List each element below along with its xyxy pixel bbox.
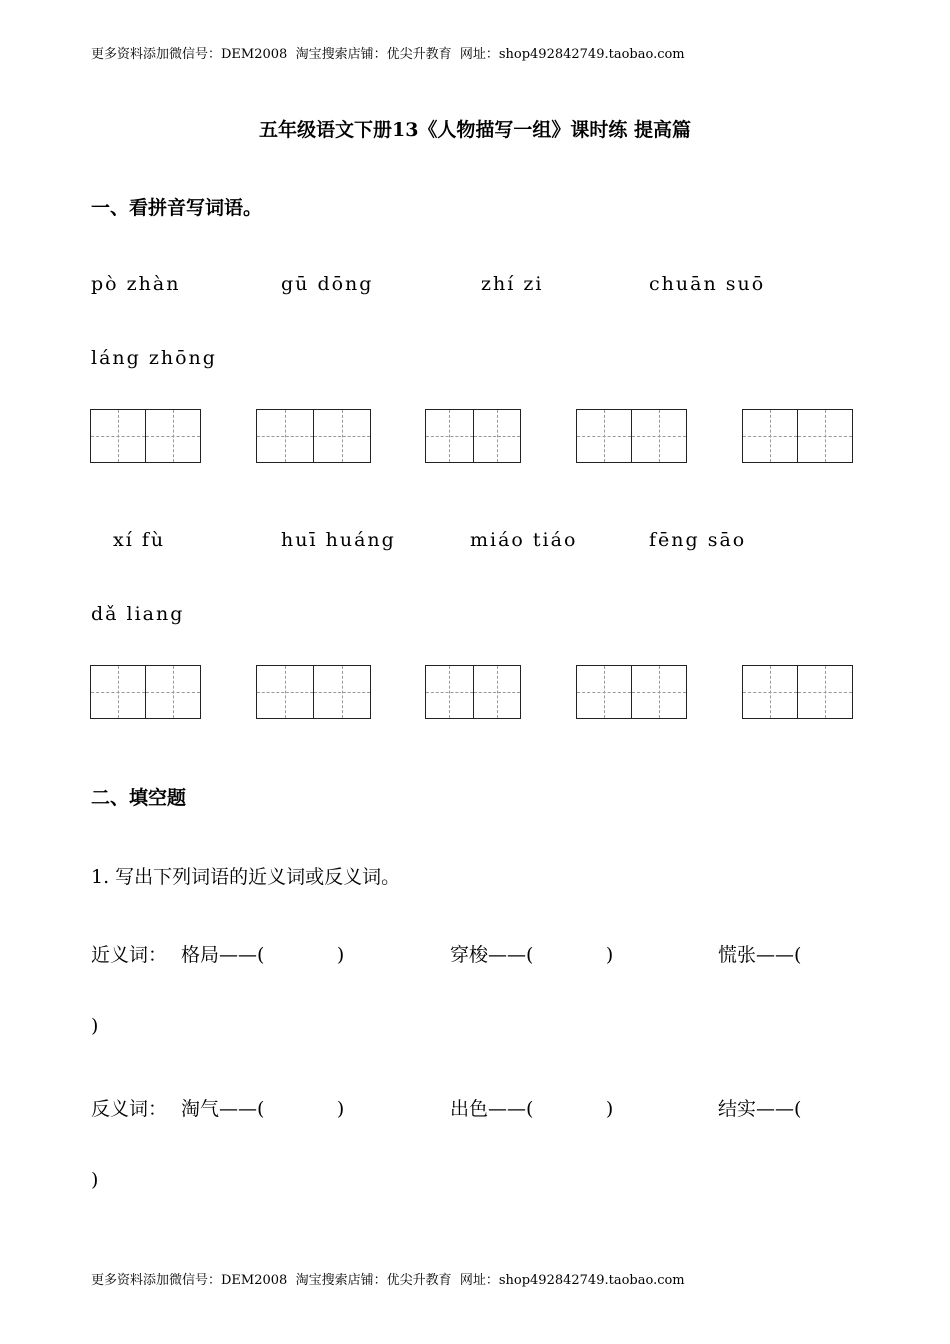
- question-1-prompt: 1. 写出下列词语的近义词或反义词。: [91, 866, 401, 888]
- writing-grid[interactable]: [576, 409, 687, 463]
- grid-cell: [91, 410, 145, 462]
- grid-cell: [91, 666, 145, 718]
- pinyin-item: chuān suō: [649, 273, 766, 295]
- page-title: 五年级语文下册13《人物描写一组》课时练 提高篇: [258, 119, 692, 141]
- pinyin-item: láng zhōng: [91, 347, 217, 369]
- writing-grid[interactable]: [425, 665, 521, 719]
- pinyin-item: dǎ liang: [91, 603, 185, 625]
- grid-cell: [426, 410, 473, 462]
- grid-cell: [631, 666, 686, 718]
- section-1-heading: 一、看拼音写词语。: [91, 197, 263, 219]
- page-header: 更多资料添加微信号：DEM2008 淘宝搜索店铺：优尖升教育 网址：shop492842749.taobao.com: [91, 47, 685, 62]
- synonym-blank[interactable]: 格局——( ): [181, 944, 345, 966]
- writing-grid[interactable]: [742, 409, 853, 463]
- writing-grid[interactable]: [90, 409, 201, 463]
- grid-cell: [797, 410, 852, 462]
- writing-grid[interactable]: [576, 665, 687, 719]
- grid-cell: [313, 666, 370, 718]
- antonym-blank-close: ): [91, 1169, 99, 1191]
- pinyin-item: pò zhàn: [91, 273, 181, 295]
- grid-cell: [145, 410, 200, 462]
- pinyin-item: fēng sāo: [649, 529, 747, 551]
- grid-cell: [145, 666, 200, 718]
- synonyms-label: 近义词：: [91, 944, 168, 966]
- synonym-blank[interactable]: 慌张——(: [718, 944, 802, 966]
- writing-grid[interactable]: [742, 665, 853, 719]
- grid-cell: [577, 410, 631, 462]
- grid-cell: [426, 666, 473, 718]
- grid-cell: [631, 410, 686, 462]
- page-footer: 更多资料添加微信号：DEM2008 淘宝搜索店铺：优尖升教育 网址：shop492842749.taobao.com: [91, 1273, 685, 1288]
- grid-cell: [743, 410, 797, 462]
- writing-grid[interactable]: [90, 665, 201, 719]
- antonyms-label: 反义词：: [91, 1098, 168, 1120]
- antonym-blank[interactable]: 出色——( ): [450, 1098, 614, 1120]
- pinyin-item: xí fù: [113, 529, 166, 551]
- synonym-blank-close: ): [91, 1015, 99, 1037]
- grid-cell: [473, 666, 521, 718]
- pinyin-item: gū dōng: [281, 273, 374, 295]
- grid-cell: [577, 666, 631, 718]
- pinyin-item: huī huáng: [281, 529, 396, 551]
- grid-cell: [257, 666, 313, 718]
- writing-grid[interactable]: [256, 409, 371, 463]
- grid-cell: [313, 410, 370, 462]
- synonym-blank[interactable]: 穿梭——( ): [450, 944, 614, 966]
- antonym-blank[interactable]: 淘气——( ): [181, 1098, 345, 1120]
- grid-cell: [257, 410, 313, 462]
- section-2-heading: 二、填空题: [91, 787, 187, 809]
- grid-cell: [743, 666, 797, 718]
- grid-cell: [797, 666, 852, 718]
- writing-grid[interactable]: [256, 665, 371, 719]
- pinyin-item: miáo tiáo: [470, 529, 578, 551]
- antonym-blank[interactable]: 结实——(: [718, 1098, 802, 1120]
- pinyin-item: zhí zi: [481, 273, 544, 295]
- grid-cell: [473, 410, 521, 462]
- writing-grid[interactable]: [425, 409, 521, 463]
